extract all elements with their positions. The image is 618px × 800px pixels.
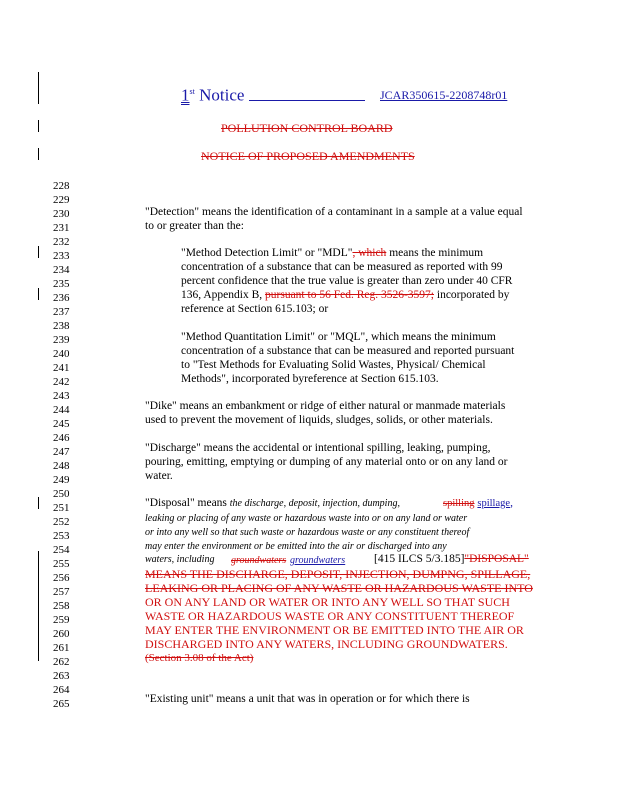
notice-label: Notice: [199, 85, 245, 105]
mdl-term: "Method Detection Limit" or "MDL": [181, 247, 353, 259]
line-number: 233: [53, 250, 70, 262]
text-line: Methods", incorporated byreference at Section 615.103.: [181, 373, 439, 385]
line-number: 244: [53, 404, 70, 416]
text-line: "Detection" means the identification of a contaminant in a sample at a value equal: [145, 206, 523, 218]
line-number: 236: [53, 292, 70, 304]
line-number: 239: [53, 334, 70, 346]
revision-bar: [38, 551, 39, 661]
text-line: may enter the environment or be emitted into the air or discharged into any: [145, 541, 447, 552]
text-line: [374, 553, 529, 566]
text-line: MAY ENTER THE ENVIRONMENT OR BE EMITTED INTO THE AIR OR: [145, 623, 524, 637]
notice-superscript: st: [189, 87, 195, 96]
text-fragment: waters, including: [145, 554, 215, 565]
deleted-text: (Section 3.08 of the Act): [145, 652, 254, 664]
line-number: 258: [53, 600, 70, 612]
revision-bar: [38, 72, 39, 104]
text-line: leaking or placing of any waste or hazardous waste into or on any land or water: [145, 513, 468, 524]
text-line: used to prevent the movement of liquids, sludges, solids, or other materials.: [145, 414, 493, 426]
line-number: 241: [53, 362, 70, 374]
line-number: 260: [53, 628, 70, 640]
text-fragment: 136, Appendix B,: [181, 289, 266, 301]
line-number: 246: [53, 432, 70, 444]
revision-bar: [38, 148, 39, 160]
line-number: 245: [53, 418, 70, 430]
line-number: 261: [53, 642, 70, 654]
text-line: OR ON ANY LAND OR WATER OR INTO ANY WELL SO THAT SUCH: [145, 595, 510, 609]
revision-bar: [38, 497, 39, 509]
deleted-text: spilling: [443, 498, 475, 509]
text-line: [145, 553, 214, 566]
statute-citation: [415 ILCS 5/3.185]: [374, 553, 465, 565]
line-number: 229: [53, 194, 70, 206]
line-number: 243: [53, 390, 70, 402]
line-number: 259: [53, 614, 70, 626]
notice-number: 1: [181, 85, 190, 105]
deleted-text: LEAKING OR PLACING OF ANY WASTE OR HAZARDOUS WASTE INTO: [145, 581, 533, 595]
text-line: "Dike" means an embankment or ridge of either natural or manmade materials: [145, 400, 506, 412]
line-number: 228: [53, 180, 70, 192]
deleted-text: , which: [352, 247, 387, 259]
text-line: concentration of a substance that can be measured and reported pursuant: [181, 345, 515, 357]
line-number: 240: [53, 348, 70, 360]
text-line: [181, 289, 509, 302]
deleted-text: "DISPOSAL": [464, 553, 529, 565]
text-line: pouring, emitting, emptying or dumping of any material onto or on any land or: [145, 456, 508, 468]
text-line: WASTE OR HAZARDOUS WASTE OR ANY CONSTITUENT THEREOF: [145, 609, 515, 623]
line-number: 253: [53, 530, 70, 542]
jcar-code: JCAR350615-2208748r01: [380, 88, 508, 102]
line-number: 249: [53, 474, 70, 486]
text-fragment: incorporated by: [434, 289, 510, 301]
text-fragment: means the minimum: [386, 247, 484, 259]
header-underline: [249, 86, 365, 101]
line-number: 255: [53, 558, 70, 570]
text-line: reference at Section 615.103; or: [181, 303, 329, 315]
text-line: [145, 497, 400, 510]
line-number: 265: [53, 698, 70, 710]
notice-header: [181, 82, 365, 106]
deleted-text: pursuant to 56 Fed. Reg. 3526-3597;: [265, 289, 434, 301]
line-number: 263: [53, 670, 70, 682]
inserted-text: ,: [510, 497, 513, 509]
revision-bar: [38, 288, 39, 300]
line-number: 252: [53, 516, 70, 528]
text-line: DISCHARGED INTO ANY WATERS, INCLUDING GROUNDWATERS.: [145, 637, 508, 651]
line-number: 251: [53, 502, 70, 514]
line-number: 264: [53, 684, 70, 696]
text-line: [181, 247, 483, 260]
line-number: 237: [53, 306, 70, 318]
text-fragment: the discharge, deposit, injection, dumping,: [229, 498, 400, 509]
line-number: 257: [53, 586, 70, 598]
text-line: "Existing unit" means a unit that was in operation or for which there is: [145, 693, 470, 705]
line-number: 231: [53, 222, 70, 234]
line-number: 256: [53, 572, 70, 584]
line-number: 234: [53, 264, 70, 276]
deleted-text: MEANS THE DISCHARGE, DEPOSIT, INJECTION, DUMPNG, SPILLAGE,: [145, 567, 531, 581]
text-line: or into any well so that such waste or hazardous waste or any constituent thereof: [145, 527, 470, 538]
inserted-text: spillage: [477, 498, 511, 509]
line-number: 262: [53, 656, 70, 668]
text-line: water.: [145, 470, 173, 482]
notice-title: NOTICE OF PROPOSED AMENDMENTS: [201, 149, 415, 163]
line-number: 248: [53, 460, 70, 472]
deleted-text: groundwaters: [231, 555, 287, 566]
text-line: "Method Quantitation Limit" or "MQL", which means the minimum: [181, 331, 496, 343]
line-number: 232: [53, 236, 70, 248]
text-line: to or greater than the:: [145, 220, 244, 232]
board-title: POLLUTION CONTROL BOARD: [221, 121, 393, 135]
revision-bar: [38, 246, 39, 258]
disposal-term: "Disposal" means: [145, 497, 230, 509]
line-number: 235: [53, 278, 70, 290]
text-line: to "Test Methods for Evaluating Solid Wastes, Physical/ Chemical: [181, 359, 486, 371]
line-number: 230: [53, 208, 70, 220]
revision-bar: [38, 120, 39, 132]
text-line: concentration of a substance that can be measured as reported with 99: [181, 261, 503, 273]
text-line: percent confidence that the true value is greater than zero under 40 CFR: [181, 275, 513, 287]
line-number: 254: [53, 544, 70, 556]
inserted-text: groundwaters: [290, 555, 346, 566]
line-number: 250: [53, 488, 70, 500]
line-number: 242: [53, 376, 70, 388]
text-line: "Discharge" means the accidental or intentional spilling, leaking, pumping,: [145, 442, 491, 454]
line-number: 238: [53, 320, 70, 332]
text-line: [443, 497, 513, 510]
line-number: 247: [53, 446, 70, 458]
